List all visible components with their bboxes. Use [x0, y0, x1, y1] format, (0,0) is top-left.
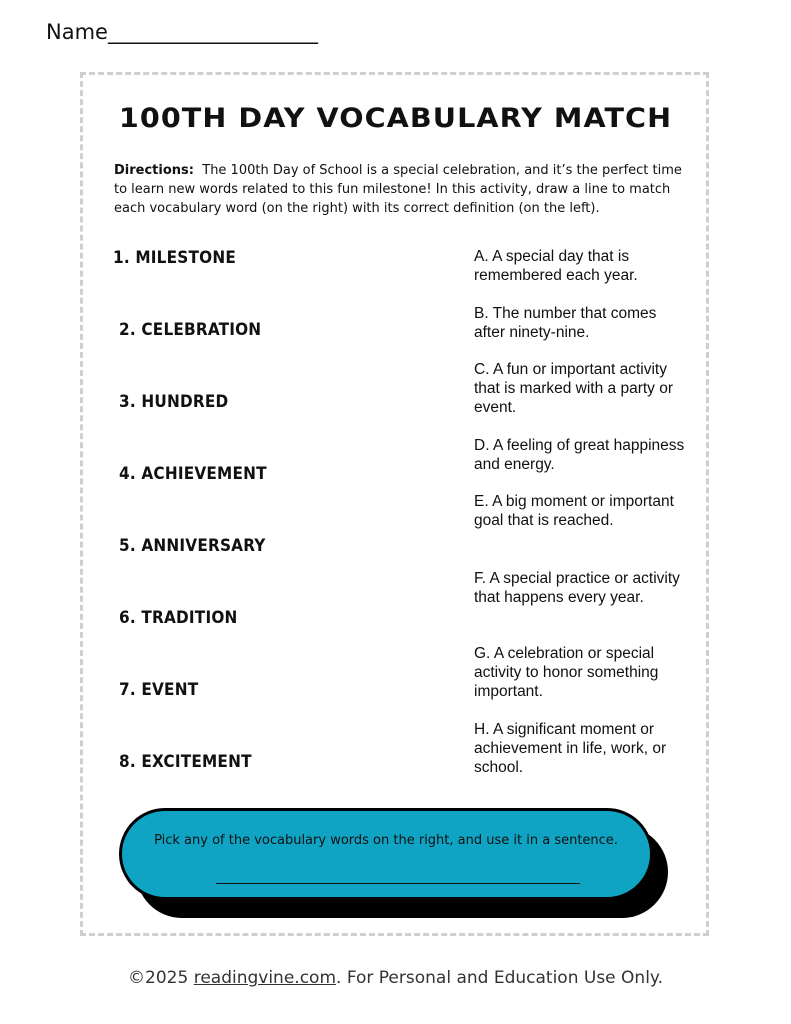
directions-text: The 100th Day of School is a special celebration, and it’s the perfect time to learn new words related to this fun milestone! In this activity, draw a line to match each vocabulary word (on the right) with its correct definition (on the left). — [114, 163, 682, 216]
name-field-label: Name____________________ — [46, 20, 318, 44]
footer — [0, 968, 791, 988]
definition-d: D. A feeling of great happiness and energy. — [474, 437, 685, 473]
footer-link[interactable]: readingvine.com — [193, 968, 337, 988]
definition-g: G. A celebration or special activity to honor something important. — [474, 645, 659, 700]
vocab-word-7: 7. EVENT — [119, 680, 199, 700]
directions-paragraph — [114, 161, 684, 218]
definition-h: H. A significant moment or achievement in life, work, or school. — [474, 721, 667, 776]
sentence-box — [119, 808, 653, 900]
vocab-word-6: 6. TRADITION — [119, 608, 238, 628]
sentence-answer-line[interactable] — [216, 883, 580, 884]
definition-e: E. A big moment or important goal that is reached. — [474, 493, 674, 529]
definition-b: B. The number that comes after ninety-nine. — [474, 305, 657, 341]
sentence-prompt: Pick any of the vocabulary words on the right, and use it in a sentence. — [154, 833, 618, 848]
vocab-word-1: 1. MILESTONE — [113, 248, 236, 268]
vocab-word-8: 8. EXCITEMENT — [119, 752, 252, 772]
definition-f: F. A special practice or activity that happens every year. — [474, 570, 680, 606]
definition-a: A. A special day that is remembered each year. — [474, 248, 638, 284]
vocab-word-3: 3. HUNDRED — [119, 392, 229, 412]
definition-c: C. A fun or important activity that is marked with a party or event. — [474, 361, 673, 416]
worksheet-title: 100TH DAY VOCABULARY MATCH — [118, 103, 673, 134]
footer-note: . For Personal and Education Use Only. — [336, 968, 663, 988]
directions-label: Directions: — [114, 163, 194, 178]
vocab-word-4: 4. ACHIEVEMENT — [119, 464, 267, 484]
vocab-word-2: 2. CELEBRATION — [119, 320, 262, 340]
footer-copyright: ©2025 — [128, 968, 194, 988]
vocab-word-5: 5. ANNIVERSARY — [119, 536, 266, 556]
